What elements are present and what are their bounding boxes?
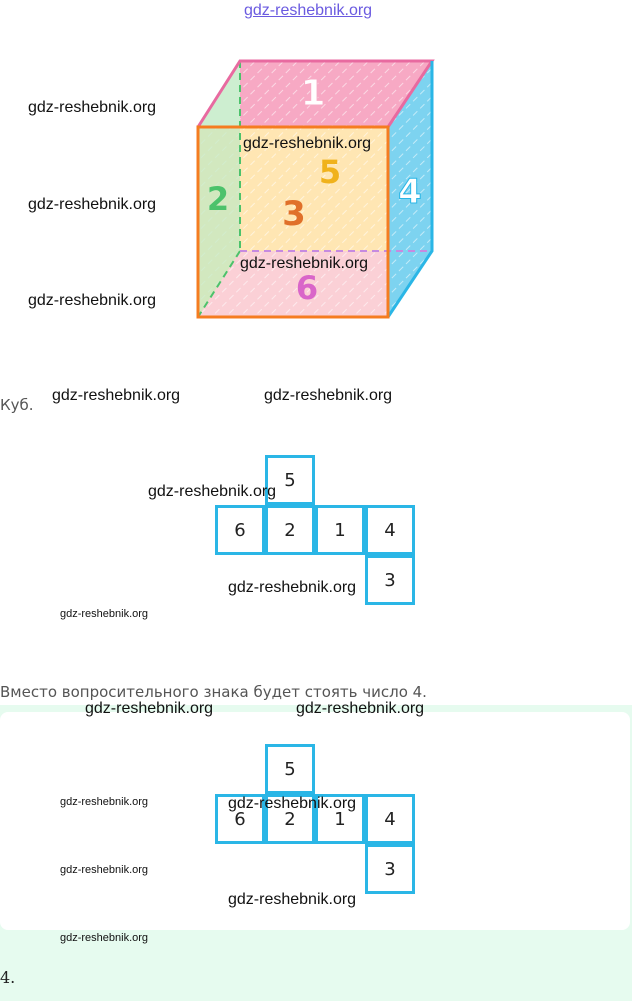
net-cell: 3 — [365, 844, 415, 894]
watermark: gdz-reshebnik.org — [148, 483, 277, 500]
cube-label-6: 6 — [295, 269, 319, 307]
watermark: gdz-reshebnik.org — [60, 932, 149, 944]
net-cell: 3 — [365, 555, 415, 605]
watermark: gdz-reshebnik.org — [240, 255, 369, 272]
watermark: gdz-reshebnik.org — [228, 579, 357, 596]
watermark: gdz-reshebnik.org — [243, 135, 372, 152]
net-cell: 5 — [265, 455, 315, 505]
net-cell: 6 — [215, 794, 265, 844]
watermark-top: gdz-reshebnik.org — [244, 2, 373, 19]
watermark: gdz-reshebnik.org — [28, 99, 157, 116]
net-cell: 4 — [365, 505, 415, 555]
cube-label-3: 3 — [282, 194, 306, 234]
net-cell: 6 — [215, 505, 265, 555]
caption-answer: Вместо вопросительного знака будет стоять число 4. — [0, 683, 427, 701]
watermark: gdz-reshebnik.org — [296, 700, 425, 717]
watermark: gdz-reshebnik.org — [60, 796, 149, 808]
cube-label-5: 5 — [318, 153, 342, 191]
net-cell: 2 — [265, 505, 315, 555]
net-cell: 5 — [265, 744, 315, 794]
watermark: gdz-reshebnik.org — [28, 292, 157, 309]
watermark: gdz-reshebnik.org — [28, 196, 157, 213]
watermark: gdz-reshebnik.org — [60, 608, 149, 620]
answer-value: 4. — [0, 968, 16, 987]
caption-cube: Куб. — [0, 396, 34, 414]
watermark: gdz-reshebnik.org — [264, 387, 393, 404]
watermark: gdz-reshebnik.org — [228, 795, 357, 812]
net-cell: 1 — [315, 505, 365, 555]
watermark: gdz-reshebnik.org — [60, 864, 149, 876]
net-cell: 1 — [315, 794, 365, 844]
watermark: gdz-reshebnik.org — [228, 891, 357, 908]
cube-label-2: 2 — [206, 180, 230, 218]
cube-illustration — [190, 55, 440, 325]
net-cell: 4 — [365, 794, 415, 844]
net-cell: 2 — [265, 794, 315, 844]
cube-label-4: 4 — [398, 172, 422, 212]
cube-label-1: 1 — [300, 73, 326, 114]
watermark: gdz-reshebnik.org — [85, 700, 214, 717]
watermark: gdz-reshebnik.org — [52, 387, 181, 404]
